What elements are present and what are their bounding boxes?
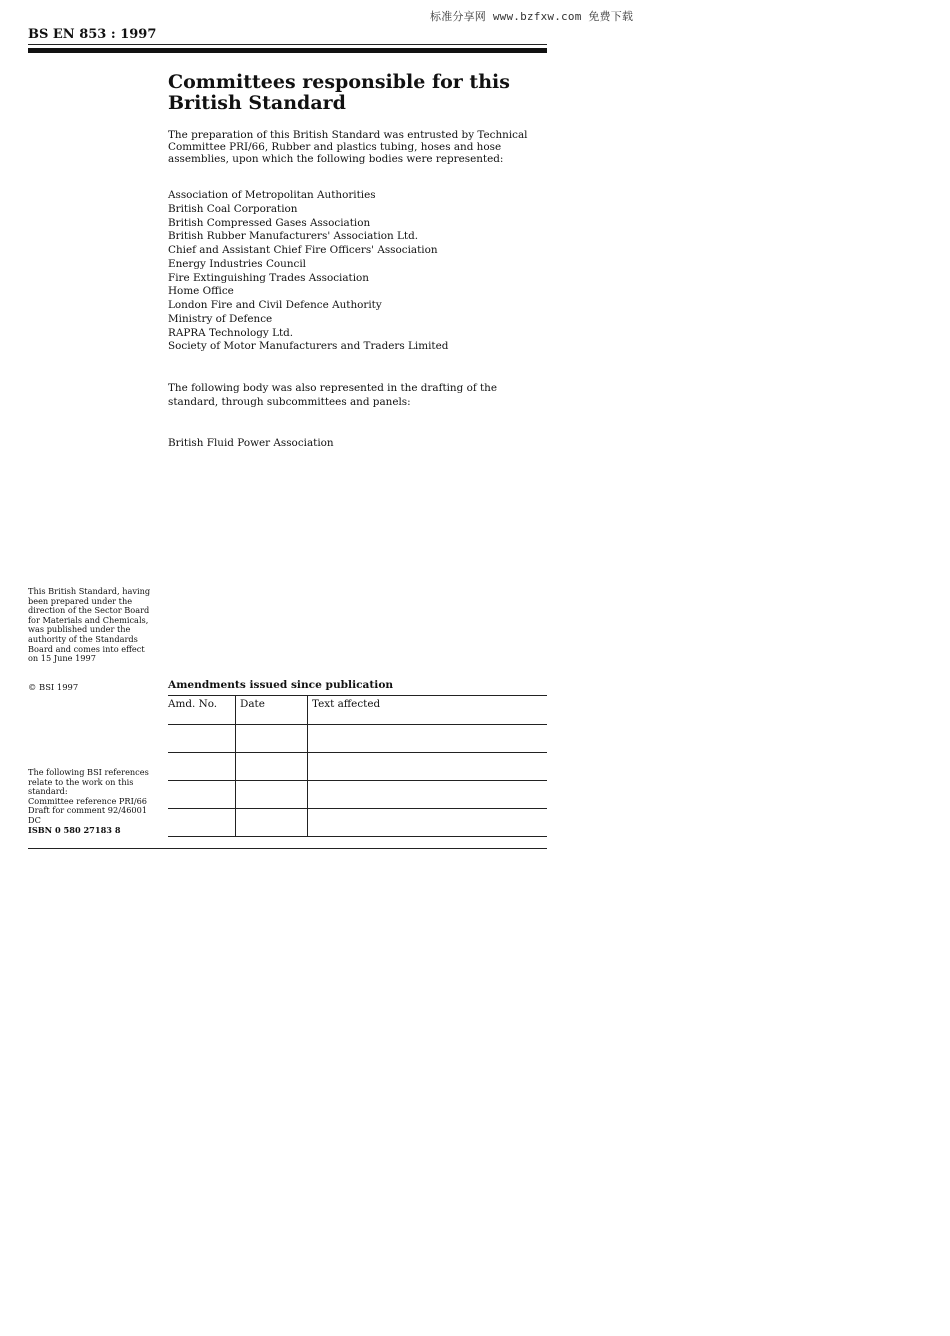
table-row: [168, 753, 547, 781]
bsi-references: [28, 768, 158, 826]
table-row: [168, 781, 547, 809]
table-cell: [236, 753, 308, 781]
table-cell: [168, 809, 236, 837]
header-rule-thin: [28, 44, 547, 45]
amendments-table: [168, 695, 547, 837]
isbn-number: ISBN 0 580 27183 8: [28, 825, 121, 835]
also-represented-body: British Fluid Power Association: [168, 437, 334, 449]
also-represented-paragraph: The following body was also represented in the drafting of the standard, through subcommittees and panels:: [168, 382, 498, 408]
table-cell: [236, 781, 308, 809]
committee-reference: Committee reference PRI/66: [28, 795, 147, 806]
table-cell: [168, 781, 236, 809]
column-header-amd-no: Amd. No.: [168, 696, 236, 725]
list-item: Chief and Assistant Chief Fire Officers' Association: [168, 244, 438, 256]
draft-reference: Draft for comment 92/46001 DC: [28, 805, 148, 825]
intro-paragraph: The preparation of this British Standard was entrusted by Technical Committee PRI/66, Rubber and plastics tubing, hoses and hose assemblies, upon which the following bodies were represented:: [168, 129, 528, 165]
table-cell: [236, 725, 308, 753]
list-item: British Coal Corporation: [168, 202, 298, 215]
table-cell: [308, 781, 548, 809]
table-cell: [168, 725, 236, 753]
table-cell: [308, 753, 548, 781]
list-item: Energy Industries Council: [168, 257, 306, 270]
header-rule-thick: [28, 48, 547, 53]
list-item: British Rubber Manufacturers' Association Ltd.: [168, 230, 419, 243]
copyright-notice: © BSI 1997: [28, 682, 79, 692]
title-line-1: Committees responsible for this: [168, 71, 510, 93]
table-header-row: [168, 696, 547, 725]
amendments-heading: Amendments issued since publication: [168, 679, 394, 691]
list-item: Association of Metropolitan Authorities: [168, 189, 376, 201]
bsi-references-intro: The following BSI references relate to the work on this standard:: [28, 767, 149, 797]
title-line-2: British Standard: [168, 92, 346, 114]
table-row: [168, 725, 547, 753]
table-cell: [308, 725, 548, 753]
document-reference: BS EN 853 : 1997: [28, 27, 157, 42]
page-title: [168, 72, 548, 114]
table-row: [168, 809, 547, 837]
publication-note: This British Standard, having been prepared under the direction of the Sector Board for Materials and Chemicals, was published under the authority of the Standards Board and comes into effect on 15 June 1997: [28, 586, 151, 664]
list-item: Fire Extinguishing Trades Association: [168, 271, 369, 284]
list-item: Society of Motor Manufacturers and Traders Limited: [168, 340, 449, 353]
column-header-date: Date: [236, 696, 308, 725]
list-item: RAPRA Technology Ltd.: [168, 326, 294, 339]
list-item: London Fire and Civil Defence Authority: [168, 299, 382, 311]
list-item: British Compressed Gases Association: [168, 216, 371, 229]
footer-rule: [28, 848, 547, 849]
watermark-text: 标准分享网 www.bzfxw.com 免费下载: [430, 10, 634, 23]
table-cell: [236, 809, 308, 837]
list-item: Home Office: [168, 285, 234, 298]
column-header-text-affected: Text affected: [308, 696, 548, 725]
table-cell: [168, 753, 236, 781]
represented-bodies-list: [168, 189, 548, 354]
list-item: Ministry of Defence: [168, 312, 273, 325]
table-cell: [308, 809, 548, 837]
